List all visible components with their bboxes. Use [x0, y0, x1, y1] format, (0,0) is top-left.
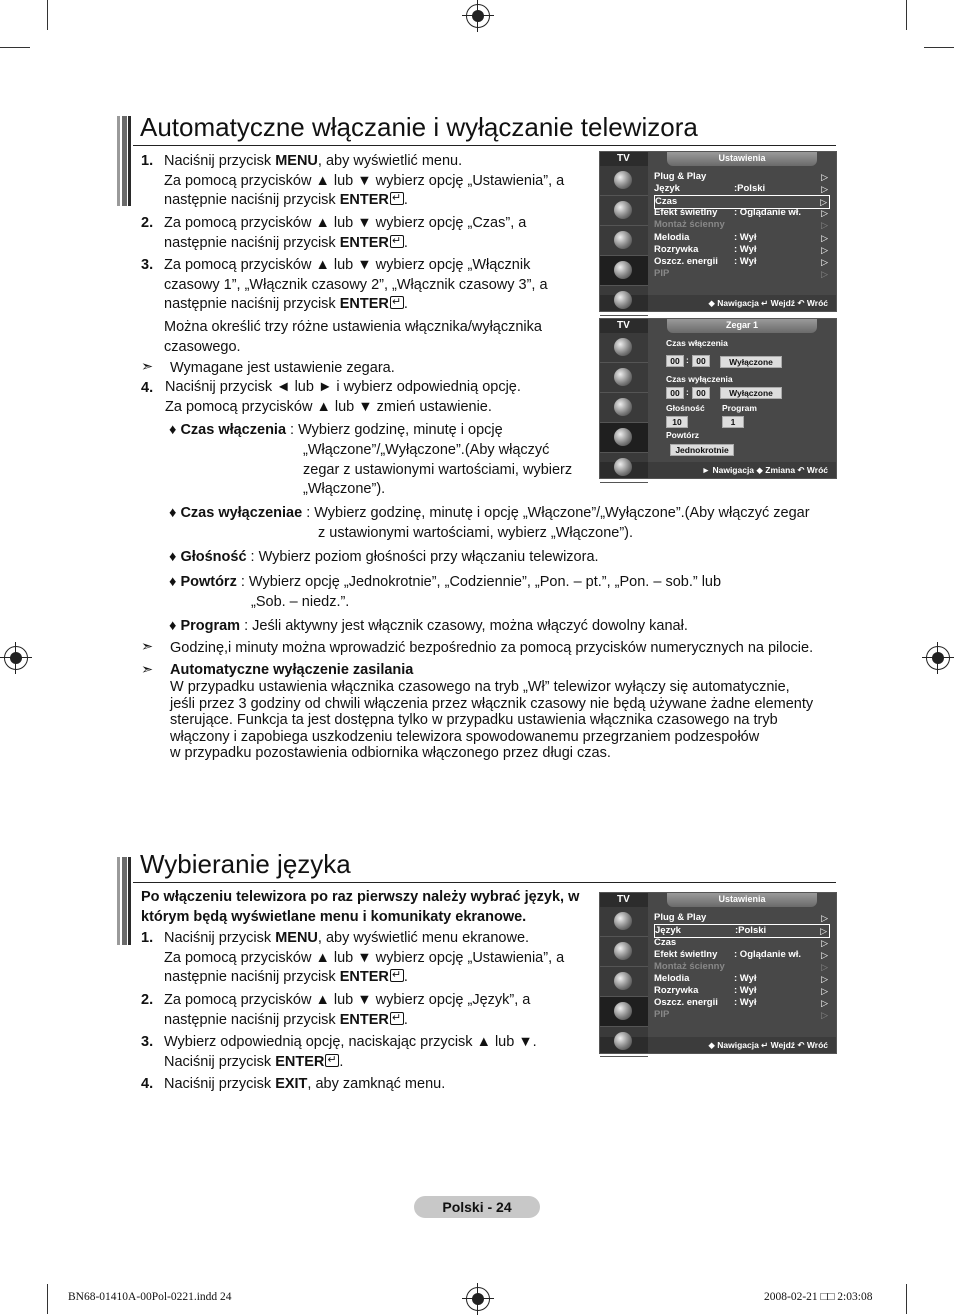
- osd-settings-screen: [599, 151, 837, 312]
- osd-footer: ◆ Nawigacja ↵ Wejdź ↶ Wróć: [648, 295, 836, 311]
- registration-mark-icon: [466, 4, 490, 28]
- enter-icon: [390, 192, 404, 205]
- osd-menu-item: Plug & Play ▷: [654, 171, 828, 182]
- osd-menu-item: Rozrywka : Wył ▷: [654, 244, 828, 255]
- section-rule: [133, 145, 836, 146]
- note-clock: Wymagane jest ustawienie zegara.: [170, 360, 395, 376]
- osd-panel: [648, 893, 836, 1037]
- page-number-badge: Polski - 24: [414, 1196, 540, 1218]
- step-number: 4.: [141, 380, 154, 396]
- bullet-off-time: ♦ Czas wyłączeniae : Wybierz godzinę, minutę i opcję „Włączone”/„Wyłączone”.(Aby włączyć zegar: [169, 505, 810, 521]
- note-arrow-icon: ➣: [141, 359, 154, 375]
- osd-menu-item-selected: Czas ▷: [654, 195, 830, 209]
- osd-menu-item: Melodia : Wył ▷: [654, 973, 828, 984]
- osd-menu-item: PIP ▷: [654, 268, 828, 279]
- repeat-label: Powtórz: [666, 430, 700, 440]
- registration-mark-icon: [466, 1287, 490, 1311]
- setup-gear-icon: [600, 997, 648, 1027]
- osd-footer: ► Nawigacja ◆ Zmiana ↶ Wróć: [648, 462, 836, 478]
- crop-mark: [906, 1284, 907, 1314]
- section-title: Automatyczne włączanie i wyłączanie telewizora: [140, 112, 698, 142]
- enter-icon: [390, 235, 404, 248]
- step-number: 1.: [141, 930, 154, 946]
- bullet-on-time-cont: „Włączone”/„Wyłączone”.(Aby włączyć zegar z ustawionymi wartościami, wybierz „Włączone”).: [303, 442, 573, 497]
- setup-gear-icon: [600, 256, 648, 286]
- enter-icon: [325, 1054, 339, 1067]
- on-hour-field: 00: [666, 355, 684, 367]
- step-text: Naciśnij przycisk MENU, aby wyświetlić menu. Za pomocą przycisków ▲ lub ▼ wybierz opcję „Ustawienia”, a następnie naciśnij przycisk ENTER↵ .: [164, 152, 564, 211]
- crop-mark: [906, 0, 907, 30]
- step-number: 2.: [141, 215, 154, 231]
- registration-mark-icon: [4, 646, 28, 670]
- setup-gear-icon: [600, 423, 648, 453]
- intro-text: Po włączeniu telewizora po raz pierwszy należy wybrać język, w którym będą wyświetlane menu i komunikaty ekranowe.: [141, 889, 580, 925]
- program-label: Program: [722, 403, 757, 413]
- osd-tv-label: TV: [617, 153, 630, 164]
- input-icon: [600, 286, 648, 316]
- off-state-field: Wyłączone: [720, 387, 782, 399]
- crop-mark: [47, 0, 48, 30]
- osd-menu-item: Język :Polski ▷: [654, 183, 828, 194]
- osd-panel: Zegar 1 Czas włączenia 00 : 00 Wyłączone Czas wyłączenia 00 : 00 Wyłączone Głośność Program 10 1 Powtórz Jednokrotnie: [648, 319, 836, 462]
- off-hour-field: 00: [666, 387, 684, 399]
- auto-off-text: W przypadku ustawienia włącznika czasowego na tryb „Wł” telewizor wyłączy się automatycznie, jeśli przez 3 godziny od chwili włączenia przez włącznik czasowy nie będą używane żadne elementy sterujące. Funkcja ta jest dostępna tylko w przypadku ustawienia włącznika czasowego na tryb włączony i zapobiega uszkodzeniu telewizora spowodowanemu przegrzaniem podzespołów w przypadku pozostawienia odbiornika włączonego przez długi czas.: [170, 679, 814, 761]
- enter-icon: [390, 296, 404, 309]
- program-field: 1: [722, 416, 744, 428]
- sound-icon: [600, 196, 648, 226]
- step-text: Wybierz odpowiednią opcję, naciskając przycisk ▲ lub ▼. Naciśnij przycisk ENTER↵ .: [164, 1033, 537, 1072]
- osd-sidebar: [600, 907, 648, 1037]
- crop-mark: [924, 47, 954, 48]
- step-number: 3.: [141, 257, 154, 273]
- osd-panel: [648, 152, 836, 295]
- picture-icon: [600, 166, 648, 196]
- note-digits: Godzinę,i minuty można wprowadzić bezpośrednio za pomocą przycisków numerycznych na pilocie.: [170, 640, 814, 656]
- osd-sidebar: [600, 333, 648, 462]
- note-arrow-icon: ➣: [141, 662, 154, 678]
- step-number: 1.: [141, 153, 154, 169]
- auto-off-title: Automatyczne wyłączenie zasilania: [170, 662, 414, 678]
- osd-menu-item: Montaż ścienny ▷: [654, 961, 828, 972]
- bullet-volume: ♦ Głośność : Wybierz poziom głośności przy włączaniu telewizora.: [169, 549, 599, 565]
- registration-mark-icon: [926, 646, 950, 670]
- osd-sidebar: [600, 166, 648, 295]
- step-text: Za pomocą przycisków ▲ lub ▼ wybierz opcję „Język”, a następnie naciśnij przycisk ENTER↵ .: [164, 991, 530, 1030]
- step-text: Za pomocą przycisków ▲ lub ▼ wybierz opcję „Czas”, a następnie naciśnij przycisk ENTER↵ .: [164, 214, 526, 253]
- section-marker: [117, 857, 131, 945]
- osd-menu-item: Czas ▷: [654, 937, 828, 948]
- osd-menu-item: Montaż ścienny ▷: [654, 219, 828, 230]
- note-arrow-icon: ➣: [141, 639, 154, 655]
- channel-icon: [600, 393, 648, 423]
- sound-icon: [600, 937, 648, 967]
- channel-icon: [600, 226, 648, 256]
- osd-menu-item: Oszcz. energii : Wył ▷: [654, 997, 828, 1008]
- osd-menu-item: Plug & Play ▷: [654, 912, 828, 923]
- on-time-label: Czas włączenia: [666, 338, 728, 348]
- osd-timer-screen: [599, 318, 837, 479]
- osd-menu-item: Rozrywka : Wył ▷: [654, 985, 828, 996]
- osd-menu-item-selected: Język :Polski ▷: [654, 924, 830, 938]
- file-name: BN68-01410A-00Pol-0221.indd 24: [68, 1291, 232, 1303]
- osd-header: Ustawienia: [667, 152, 817, 166]
- osd-tv-label: TV: [617, 894, 630, 905]
- step-text: Naciśnij przycisk EXIT, aby zamknąć menu.: [164, 1076, 446, 1092]
- section-marker: [117, 116, 131, 206]
- step-number: 3.: [141, 1034, 154, 1050]
- osd-menu-item: Oszcz. energii : Wył ▷: [654, 256, 828, 267]
- off-time-label: Czas wyłączenia: [666, 374, 733, 384]
- osd-menu-item: PIP ▷: [654, 1009, 828, 1020]
- on-minute-field: 00: [692, 355, 710, 367]
- bullet-off-time-cont: z ustawionymi wartościami, wybierz „Włączone”).: [318, 525, 634, 541]
- picture-icon: [600, 333, 648, 363]
- osd-header: Zegar 1: [667, 319, 817, 333]
- osd-menu-item: Efekt świetlny : Oglądanie wł. ▷: [654, 207, 828, 218]
- section-rule: [133, 882, 836, 883]
- bullet-repeat-cont: „Sob. – niedz.”.: [251, 594, 350, 610]
- repeat-field: Jednokrotnie: [670, 444, 734, 456]
- osd-tv-label: TV: [617, 320, 630, 331]
- bullet-repeat: ♦ Powtórz : Wybierz opcję „Jednokrotnie”, „Codziennie”, „Pon. – pt.”, „Pon. – sob.” lub: [169, 574, 722, 590]
- input-icon: [600, 453, 648, 483]
- on-state-field: Wyłączone: [720, 356, 782, 368]
- step-text: Naciśnij przycisk MENU, aby wyświetlić menu ekranowe. Za pomocą przycisków ▲ lub ▼ wybierz opcję „Ustawienia”, a następnie naciśnij przycisk ENTER↵ .: [164, 929, 564, 988]
- osd-menu-item: Melodia : Wył ▷: [654, 232, 828, 243]
- channel-icon: [600, 967, 648, 997]
- volume-field: 10: [666, 416, 688, 428]
- step-number: 2.: [141, 992, 154, 1008]
- osd-language-screen: [599, 892, 837, 1054]
- bullet-program: ♦ Program : Jeśli aktywny jest włącznik czasowy, można włączyć dowolny kanał.: [169, 618, 688, 634]
- note-timers: Można określić trzy różne ustawienia włącznika/wyłącznika czasowego.: [164, 319, 542, 355]
- off-minute-field: 00: [692, 387, 710, 399]
- crop-mark: [47, 1284, 48, 1314]
- crop-mark: [0, 47, 30, 48]
- step-text: Za pomocą przycisków ▲ lub ▼ wybierz opcję „Włącznik czasowy 1”, „Włącznik czasowy 2”, „Włącznik czasowy 3”, a następnie naciśnij przycisk ENTER↵ .: [164, 256, 548, 315]
- sound-icon: [600, 363, 648, 393]
- bullet-on-time: ♦ Czas włączenia : Wybierz godzinę, minutę i opcję: [169, 422, 503, 438]
- volume-label: Głośność: [666, 403, 705, 413]
- enter-icon: [390, 1012, 404, 1025]
- osd-header: Ustawienia: [667, 893, 817, 907]
- input-icon: [600, 1027, 648, 1057]
- print-date: 2008-02-21 □□ 2:03:08: [764, 1291, 873, 1303]
- osd-footer: ◆ Nawigacja ↵ Wejdź ↶ Wróć: [648, 1037, 836, 1053]
- step-number: 4.: [141, 1076, 154, 1092]
- enter-icon: [390, 969, 404, 982]
- section-title: Wybieranie języka: [140, 849, 351, 879]
- picture-icon: [600, 907, 648, 937]
- osd-menu-item: Efekt świetlny : Oglądanie wł. ▷: [654, 949, 828, 960]
- step-text: Naciśnij przycisk ◄ lub ► i wybierz odpowiednią opcję. Za pomocą przycisków ▲ lub ▼ zmień ustawienie.: [165, 379, 521, 415]
